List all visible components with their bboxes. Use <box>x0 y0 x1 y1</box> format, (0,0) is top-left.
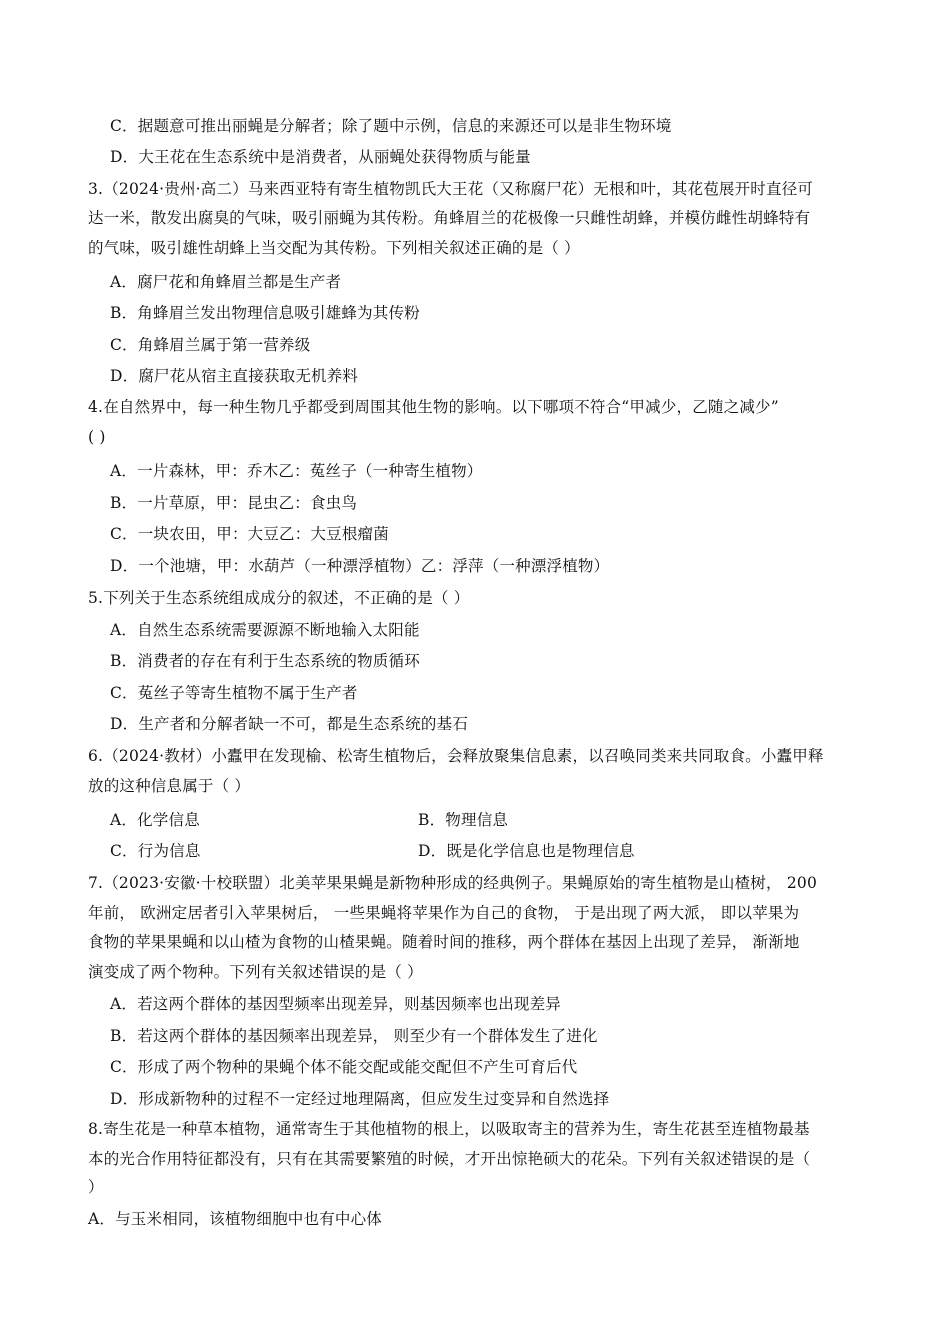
q4-stem-line-2: ( ) <box>88 428 106 446</box>
q5-stem: 5.下列关于生态系统组成成分的叙述，不正确的是（ ） <box>88 589 470 607</box>
q3-option-b: B．角蜂眉兰发出物理信息吸引雄蜂为其传粉 <box>110 304 420 322</box>
q6-option-d: D．既是化学信息也是物理信息 <box>418 842 635 860</box>
q6-option-b: B．物理信息 <box>418 811 509 829</box>
q6-stem-line-1: 6.（2024·教材）小蠹甲在发现榆、松寄生植物后，会释放聚集信息素，以召唤同类来共同取食。小蠹甲释 <box>88 747 824 765</box>
q4-option-d: D．一个池塘，甲：水葫芦（一种漂浮植物）乙：浮萍（一种漂浮植物） <box>110 557 610 575</box>
q7-option-d: D．形成新物种的过程不一定经过地理隔离，但应发生过变异和自然选择 <box>110 1090 610 1108</box>
q3-stem-line-1: 3.（2024·贵州·高二）马来西亚特有寄生植物凯氏大王花（又称腐尸花）无根和叶，其花苞展开时直径可 <box>88 180 814 198</box>
q3-stem-line-2: 达一米，散发出腐臭的气味，吸引丽蝇为其传粉。角蜂眉兰的花极像一只雌性胡蜂，并模仿雌性胡蜂特有 <box>88 209 811 227</box>
q3-option-c: C．角蜂眉兰属于第一营养级 <box>110 336 311 354</box>
q8-stem-line-3: ） <box>88 1178 104 1196</box>
q5-option-d: D．生产者和分解者缺一不可，都是生态系统的基石 <box>110 715 469 733</box>
q4-option-b: B．一片草原，甲：昆虫乙：食虫鸟 <box>110 494 358 512</box>
q6-stem-line-2: 放的这种信息属于（ ） <box>88 777 251 795</box>
q7-stem-line-3: 食物的苹果果蝇和以山楂为食物的山楂果蝇。随着时间的推移，两个群体在基因上出现了差异， 渐渐地 <box>88 933 800 951</box>
q4-stem-line-1: 4.在自然界中，每一种生物几乎都受到周围其他生物的影响。以下哪项不符合“甲减少，乙随之减少” <box>88 398 779 416</box>
q7-option-c: C．形成了两个物种的果蝇个体不能交配或能交配但不产生可育后代 <box>110 1058 578 1076</box>
q8-stem-line-2: 本的光合作用特征都没有，只有在其需要繁殖的时候，才开出惊艳硕大的花朵。下列有关叙述错误的是（ <box>88 1150 811 1168</box>
q7-stem-line-1: 7.（2023·安徽·十校联盟）北美苹果果蝇是新物种形成的经典例子。果蝇原始的寄生植物是山楂树， 200 <box>88 874 818 892</box>
q2-option-d: D．大王花在生态系统中是消费者，从丽蝇处获得物质与能量 <box>110 148 531 166</box>
q4-option-a: A．一片森林，甲：乔木乙：菟丝子（一种寄生植物） <box>110 462 483 480</box>
q7-stem-line-2: 年前， 欧洲定居者引入苹果树后， 一些果蝇将苹果作为自己的食物， 于是出现了两大派， 即以苹果为 <box>88 904 800 922</box>
q7-stem-line-4: 演变成了两个物种。下列有关叙述错误的是（ ） <box>88 963 423 981</box>
q4-option-c: C．一块农田，甲：大豆乙：大豆根瘤菌 <box>110 525 389 543</box>
q7-option-a: A．若这两个群体的基因型频率出现差异，则基因频率也出现差异 <box>110 995 561 1013</box>
q6-option-a: A．化学信息 <box>110 811 200 829</box>
q3-option-a: A．腐尸花和角蜂眉兰都是生产者 <box>110 273 342 291</box>
q5-option-a: A．自然生态系统需要源源不断地输入太阳能 <box>110 621 420 639</box>
q2-option-c: C．据题意可推出丽蝇是分解者；除了题中示例，信息的来源还可以是非生物环境 <box>110 117 672 135</box>
q8-option-a: A．与玉米相同，该植物细胞中也有中心体 <box>88 1210 382 1228</box>
q8-stem-line-1: 8.寄生花是一种草本植物，通常寄生于其他植物的根上，以吸取寄主的营养为生，寄生花甚至连植物最基 <box>88 1120 810 1138</box>
q3-option-d: D．腐尸花从宿主直接获取无机养料 <box>110 367 359 385</box>
q7-option-b: B．若这两个群体的基因频率出现差异， 则至少有一个群体发生了进化 <box>110 1027 598 1045</box>
q6-option-c: C．行为信息 <box>110 842 201 860</box>
q5-option-b: B．消费者的存在有利于生态系统的物质循环 <box>110 652 420 670</box>
q5-option-c: C．菟丝子等寄生植物不属于生产者 <box>110 684 358 702</box>
q3-stem-line-3: 的气味，吸引雄性胡蜂上当交配为其传粉。下列相关叙述正确的是（ ） <box>88 239 580 257</box>
